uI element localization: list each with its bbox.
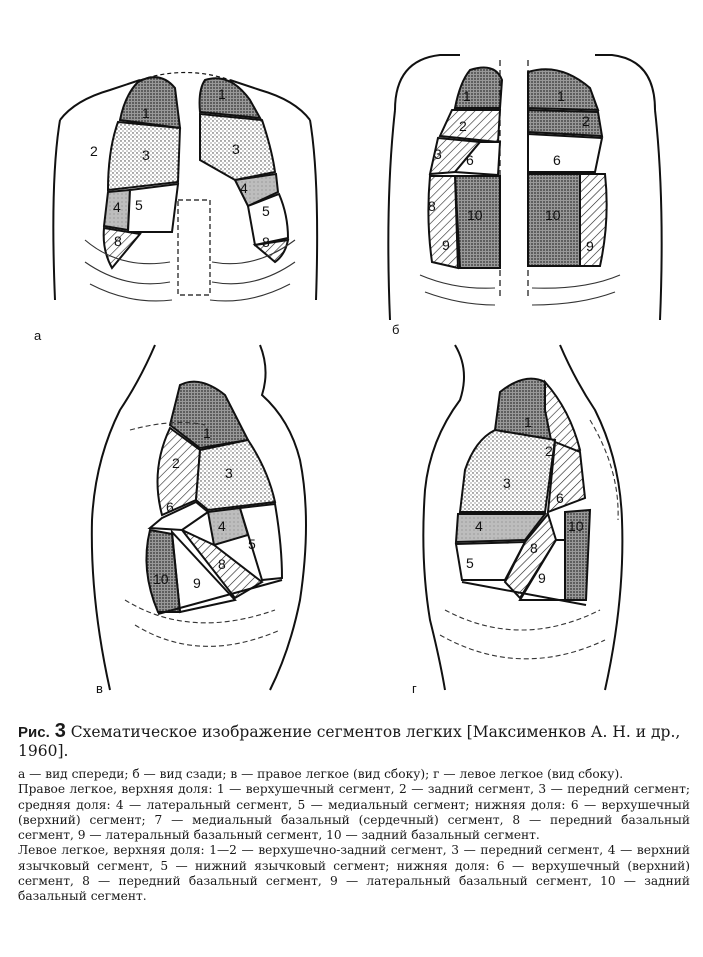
panel-b-back-view — [388, 55, 661, 320]
panel-label-v: в — [96, 681, 103, 696]
figure-caption — [18, 722, 690, 905]
caption-left-lung-legend: Левое легкое, верхняя доля: 1—2 — верхушечно-задний сегмент, 3 — передний сегмент, 4 — верхний язычковый сегмент, 5 — нижний язычковый сегмент; нижняя доля: 6 — верхушечный (верхний) сегмент, 8 — передний базальный сегмент, 9 — латеральный базальный сегмент, 10 — задний базальный сегмент. — [18, 843, 690, 904]
seg-label: 2 — [90, 143, 98, 159]
seg-label: 3 — [503, 475, 511, 491]
seg-label: 10 — [153, 571, 169, 587]
caption-views-legend: а — вид спереди; б — вид сзади; в — правое легкое (вид сбоку); г — левое легкое (вид сбоку). — [18, 767, 624, 781]
seg-label: 8 — [218, 556, 226, 572]
caption-title-line — [18, 722, 690, 761]
figure-number: 3 — [54, 720, 66, 742]
seg-label: 1 — [218, 86, 226, 102]
seg-label: 2 — [172, 455, 180, 471]
seg-label: 6 — [466, 152, 474, 168]
panel-g-left-lateral — [423, 345, 622, 690]
seg-label: 4 — [240, 180, 248, 196]
seg-label: 2 — [582, 113, 590, 129]
seg-label: 5 — [248, 536, 256, 552]
seg-label: 1 — [142, 105, 150, 121]
seg-label: 9 — [193, 575, 201, 591]
seg-label: 8 — [428, 198, 436, 214]
panel-label-a: а — [34, 328, 42, 343]
a-spine-outline — [178, 200, 210, 295]
caption-right-lung-legend: Правое легкое, верхняя доля: 1 — верхушечный сегмент, 2 — задний сегмент, 3 — передний сегмент; средняя доля: 4 — латеральный сегмент, 5 — медиальный сегмент; нижняя доля: 6 — верхушечный (верхний) сегмент; 7 — медиальный базальный (сердечный) сегмент, 8 — передний базальный сегмент, 9 — латеральный базальный сегмент, 10 — задний базальный сегмент. — [18, 782, 690, 843]
seg-label: 5 — [466, 555, 474, 571]
a-right-lung-upper — [120, 77, 180, 128]
seg-label: 4 — [218, 518, 226, 534]
panel-a-front-view — [53, 73, 317, 301]
seg-label: 1 — [203, 425, 211, 441]
seg-label: 10 — [467, 207, 483, 223]
v-body-outline-left — [92, 345, 155, 690]
panel-b-ribs — [420, 275, 620, 305]
seg-label: 4 — [113, 199, 121, 215]
figure-prefix: Рис. — [18, 724, 50, 741]
caption-title: Схематическое изображение сегментов легких [Максименков А. Н. и др., 1960]. — [18, 723, 681, 760]
seg-label: 9 — [586, 238, 594, 254]
seg-label: 8 — [114, 233, 122, 249]
seg-label: 1 — [463, 88, 471, 104]
panel-label-g: г — [412, 681, 417, 696]
panel-label-b: б — [392, 322, 400, 337]
seg-label: 10 — [545, 207, 561, 223]
seg-label: 3 — [232, 141, 240, 157]
panel-v-right-lateral — [92, 345, 306, 690]
seg-label: 1 — [524, 414, 532, 430]
seg-label: 9 — [538, 570, 546, 586]
seg-label: 5 — [262, 203, 270, 219]
seg-label: 1 — [557, 88, 565, 104]
seg-label: 10 — [568, 518, 584, 534]
seg-label: 8 — [262, 234, 270, 250]
seg-label: 3 — [434, 146, 442, 162]
seg-label: 4 — [475, 518, 483, 534]
seg-label: 3 — [142, 147, 150, 163]
b-spine-outline — [500, 60, 528, 300]
seg-label: 2 — [459, 118, 467, 134]
a-right-lung-seg8 — [104, 228, 140, 268]
seg-label: 8 — [530, 540, 538, 556]
seg-label: 2 — [545, 443, 553, 459]
a-left-lung-seg1 — [200, 78, 260, 118]
seg-label: 6 — [556, 490, 564, 506]
seg-label: 3 — [225, 465, 233, 481]
seg-label: 6 — [553, 152, 561, 168]
seg-label: 5 — [135, 197, 143, 213]
seg-label: 9 — [442, 237, 450, 253]
seg-label: 6 — [166, 499, 174, 515]
